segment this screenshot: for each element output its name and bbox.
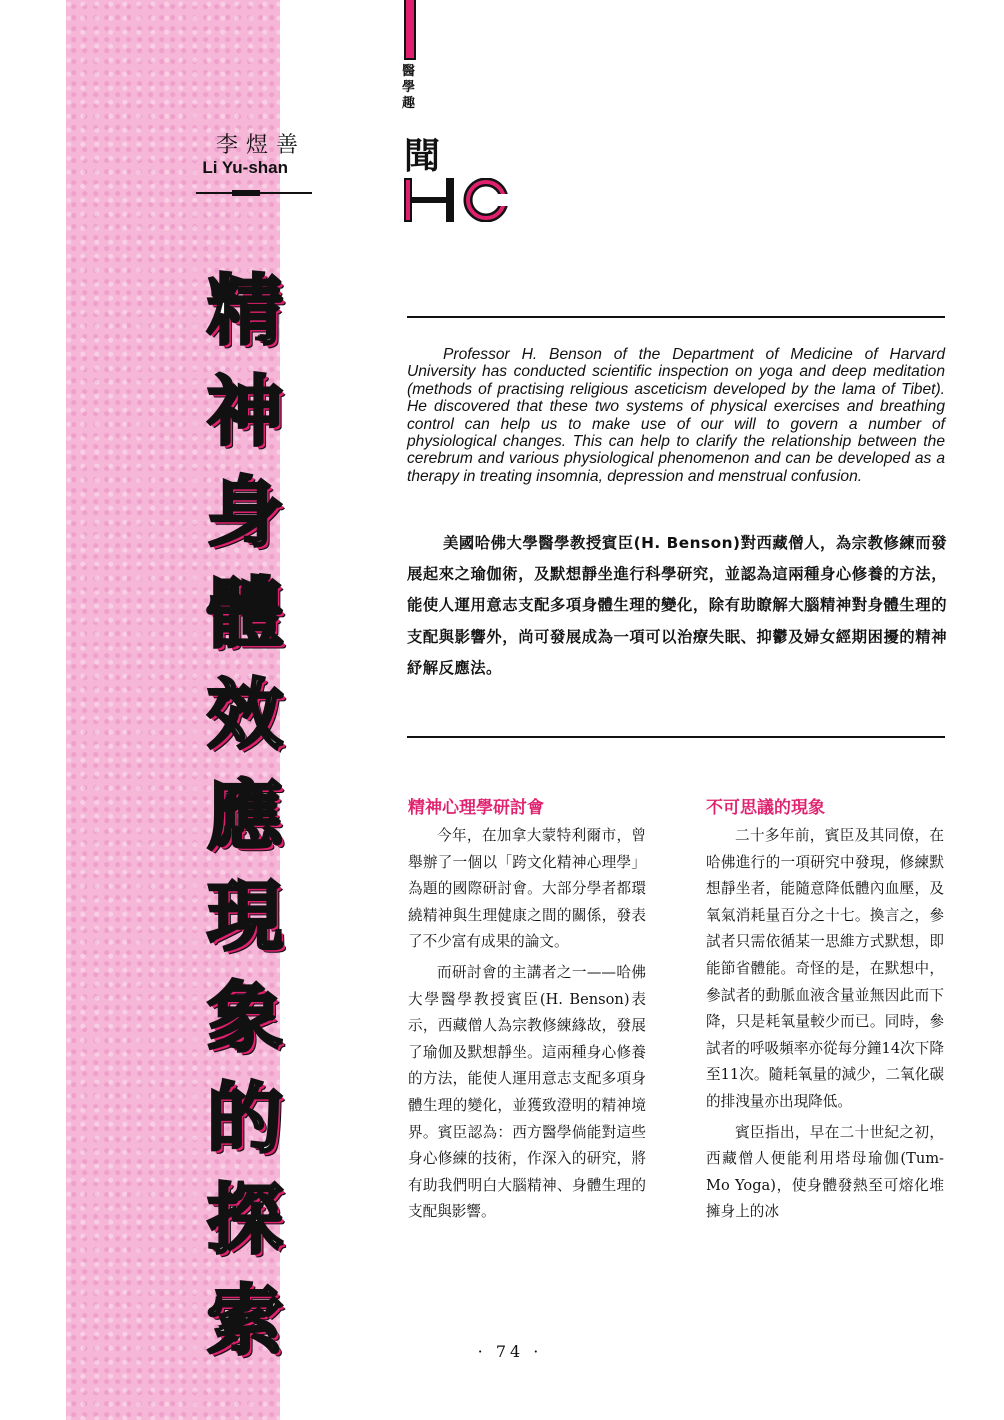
title-char: 神 [207, 367, 283, 456]
title-char: 索 [207, 1276, 283, 1365]
abstract-top-rule [407, 316, 945, 318]
title-char: 現 [207, 872, 283, 961]
author-underline-accent [232, 190, 260, 196]
left-margin [0, 0, 66, 1420]
body-column-right [706, 823, 944, 1230]
title-char: 身 [207, 468, 283, 557]
body-column-left [408, 823, 646, 1230]
author-name-english: Li Yu-shan [202, 158, 288, 177]
section-heading-symposium: 精神心理學研討會 [408, 798, 544, 818]
section-heading-phenomenon: 不可思議的現象 [706, 798, 825, 818]
page-number: · 74 · [477, 1342, 543, 1361]
abstract-chinese: 美國哈佛大學醫學教授賓臣(H. Benson)對西藏僧人，為宗教修練而發展起來之瑜伽術，及默想靜坐進行科學研究，並認為這兩種身心修養的方法，能使人運用意志支配多項身體生理的變化，除有助瞭解大腦精神對身體生理的支配與影響外，尚可發展成為一項可以治療失眠、抑鬱及婦女經期困擾的精神紓解反應法。 [407, 534, 947, 677]
column-label: 醫學趣 [402, 64, 416, 111]
title-char: 效 [207, 670, 283, 759]
column-bar [406, 0, 414, 58]
paragraph: 而研討會的主講者之一——哈佛大學醫學教授賓臣(H. Benson)表示，西藏僧人為宗教修練緣故，發展了瑜伽及默想靜坐。這兩種身心修養的方法，能使人運用意志支配多項身體生理的變化，並獲致澄明的精神境界。賓臣認為：西方醫學倘能對這些身心修練的技術，作深入的研究，將有助我們明白大腦精神、身體生理的支配與影響。 [408, 963, 646, 1221]
title-char: 探 [207, 1175, 283, 1264]
paragraph: 二十多年前，賓臣及其同僚，在哈佛進行的一項研究中發現，修練默想靜坐者，能隨意降低體內血壓，及氧氣消耗量百分之十七。換言之，參試者只需依循某一思維方式默想，即能節省體能。奇怪的是，在默想中，參試者的動脈血液含量並無因此而下降，只是耗氧量較少而已。同時，參試者的呼吸頻率亦從每分鐘14次下降至11次。隨耗氧量的減少，二氧化碳的排洩量亦出現降低。 [706, 827, 944, 1110]
paragraph: 賓臣指出，早在二十世紀之初，西藏僧人便能利用塔母瑜伽(Tum-Mo Yoga)，使身體發熱至可熔化堆擁身上的冰 [706, 1123, 944, 1221]
column-mark: 聞 [404, 136, 441, 177]
title-char: 象 [207, 973, 283, 1062]
title-char: 體 [207, 569, 283, 658]
title-char: 的 [207, 1074, 283, 1163]
author-name-chinese: 李煜善 [215, 133, 306, 158]
title-char: 應 [207, 771, 283, 860]
paragraph: 今年，在加拿大蒙特利爾市，曾舉辦了一個以「跨文化精神心理學」為題的國際研討會。大部分學者都環繞精神與生理健康之間的關係，發表了不少富有成果的論文。 [408, 827, 646, 951]
abstract-english: Professor H. Benson of the Department of Medicine of Harvard University has conducted scientific inspection on yoga and deep meditation (methods of practising religious asceticism developed by the lama of Tibet). He discovered that these two systems of physical exercises and breathing control can help us to make use of our will to govern a number of physiological changes. This can help to clarify the relationship between the cerebrum and various physiological phenomenon and can be developed as a therapy in treating insomnia, depression and menstrual confusion. [407, 346, 945, 485]
title-char: 精 [207, 266, 283, 355]
abstract-bottom-rule [407, 736, 945, 738]
hc-logo-icon [404, 178, 514, 222]
article-title [205, 266, 285, 1381]
